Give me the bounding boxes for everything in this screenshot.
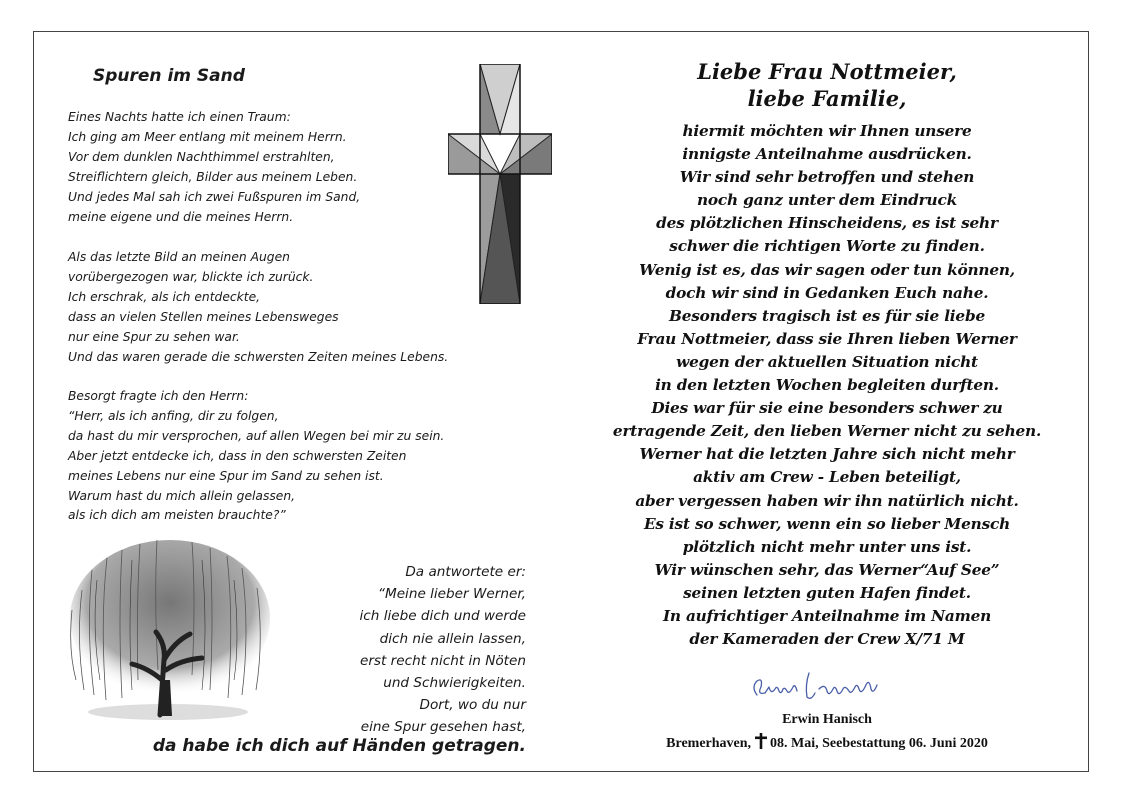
- poem-line: als ich dich am meisten brauchte?”: [68, 508, 286, 523]
- poem-line: meine eigene und die meines Herrn.: [68, 209, 294, 224]
- poem-line: da hast du mir versprochen, auf allen Wegen bei mir zu sein.: [68, 428, 445, 443]
- signer-name: Erwin Hanisch: [782, 712, 872, 727]
- letter-line: Es ist so schwer, wenn ein so lieber Mensch: [643, 514, 1011, 533]
- dagger-icon: [755, 733, 767, 749]
- poem-line: Besorgt fragte ich den Herrn:: [68, 389, 249, 403]
- letter-line: doch wir sind in Gedanken Euch nahe.: [665, 283, 989, 302]
- poem-line: dich nie allein lassen,: [379, 630, 526, 647]
- poem-line: Und jedes Mal sah ich zwei Fußspuren im Sand,: [68, 189, 361, 204]
- poem-line: Als das letzte Bild an meinen Augen: [68, 250, 290, 264]
- letter-line: Werner hat die letzten Jahre sich nicht mehr: [639, 445, 1015, 464]
- poem-line: erst recht nicht in Nöten: [359, 652, 526, 669]
- cross-icon: [448, 64, 552, 304]
- letter-salutation: [604, 58, 1050, 112]
- letter-line: plötzlich nicht mehr unter uns ist.: [682, 537, 972, 556]
- poem-line: eine Spur gesehen hast,: [360, 719, 526, 736]
- letter-body: [596, 120, 1058, 651]
- poem-line: dass an vielen Stellen meines Lebensweges: [68, 309, 339, 324]
- place-date-line: [604, 733, 1050, 752]
- place-text: Bremerhaven,: [666, 736, 752, 751]
- poem-line: Eines Nachts hatte ich einen Traum:: [68, 110, 291, 124]
- willow-tree-icon: [62, 530, 274, 730]
- letter-line: In aufrichtiger Anteilnahme im Namen: [662, 606, 992, 625]
- poem-line: Aber jetzt entdecke ich, dass in den schwersten Zeiten: [68, 448, 407, 463]
- letter-line: aktiv am Crew - Leben beteiligt,: [693, 468, 961, 487]
- poem-stanza-3: [68, 387, 444, 526]
- letter-line: Frau Nottmeier, dass sie Ihren lieben Werner: [637, 329, 1017, 348]
- letter-line: aber vergessen haben wir ihn natürlich nicht.: [635, 491, 1019, 510]
- letter-line: schwer die richtigen Worte zu finden.: [669, 237, 985, 256]
- letter-line: seinen letzten guten Hafen findet.: [683, 583, 971, 602]
- letter-line: der Kameraden der Crew X/71 M: [689, 630, 965, 649]
- poem-line: und Schwierigkeiten.: [383, 675, 526, 692]
- poem-line: vorübergezogen war, blickte ich zurück.: [68, 269, 314, 284]
- letter-line: noch ganz unter dem Eindruck: [697, 191, 957, 210]
- letter-line: hiermit möchten wir Ihnen unsere: [682, 122, 972, 140]
- salutation-line: liebe Familie,: [747, 86, 907, 111]
- poem-line: Vor dem dunklen Nachthimmel erstrahlten,: [68, 149, 335, 164]
- letter-line: innigste Anteilnahme ausdrücken.: [682, 145, 972, 164]
- letter-line: Besonders tragisch ist es für sie liebe: [669, 306, 985, 325]
- poem-line: Dort, wo du nur: [419, 697, 526, 714]
- poem-line: Ich ging am Meer entlang mit meinem Herrn.: [68, 129, 347, 144]
- poem-stanza-1: [68, 108, 360, 227]
- poem-line: “Meine lieber Werner,: [377, 586, 526, 603]
- letter-line: des plötzlichen Hinscheidens, es ist sehr: [656, 214, 998, 233]
- letter-line: Dies war für sie eine besonders schwer zu: [651, 399, 1003, 418]
- poem-line: meines Lebens nur eine Spur im Sand zu sehen ist.: [68, 468, 384, 483]
- poem-title: Spuren im Sand: [93, 66, 245, 86]
- salutation-line: Liebe Frau Nottmeier,: [697, 59, 957, 84]
- letter-line: Wir wünschen sehr, das Werner“Auf See”: [654, 560, 1000, 579]
- poem-line: Da antwortete er:: [405, 564, 526, 580]
- poem-stanza-2: [68, 248, 448, 367]
- letter-line: Wenig ist es, das wir sagen oder tun können,: [639, 260, 1015, 279]
- letter-line: wegen der aktuellen Situation nicht: [676, 352, 978, 371]
- date-text: 08. Mai, Seebestattung 06. Juni 2020: [770, 736, 988, 751]
- poem-final-line: da habe ich dich auf Händen getragen.: [152, 736, 526, 756]
- letter-line: in den letzten Wochen begleiten durften.: [655, 376, 999, 395]
- poem-line: nur eine Spur zu sehen war.: [68, 329, 240, 344]
- poem-line: Und das waren gerade die schwersten Zeiten meines Lebens.: [68, 349, 449, 364]
- letter-line: Wir sind sehr betroffen und stehen: [679, 168, 975, 187]
- poem-line: ich liebe dich und werde: [359, 608, 526, 625]
- poem-line: Ich erschrak, als ich entdeckte,: [68, 289, 261, 304]
- poem-answer: [360, 561, 526, 739]
- poem-line: “Herr, als ich anfing, dir zu folgen,: [68, 408, 279, 423]
- letter-line: ertragende Zeit, den lieben Werner nicht zu sehen.: [612, 422, 1042, 441]
- signature: [745, 665, 890, 710]
- poem-line: Streiflichtern gleich, Bilder aus meinem Leben.: [68, 169, 358, 184]
- poem-line: Warum hast du mich allein gelassen,: [68, 488, 296, 503]
